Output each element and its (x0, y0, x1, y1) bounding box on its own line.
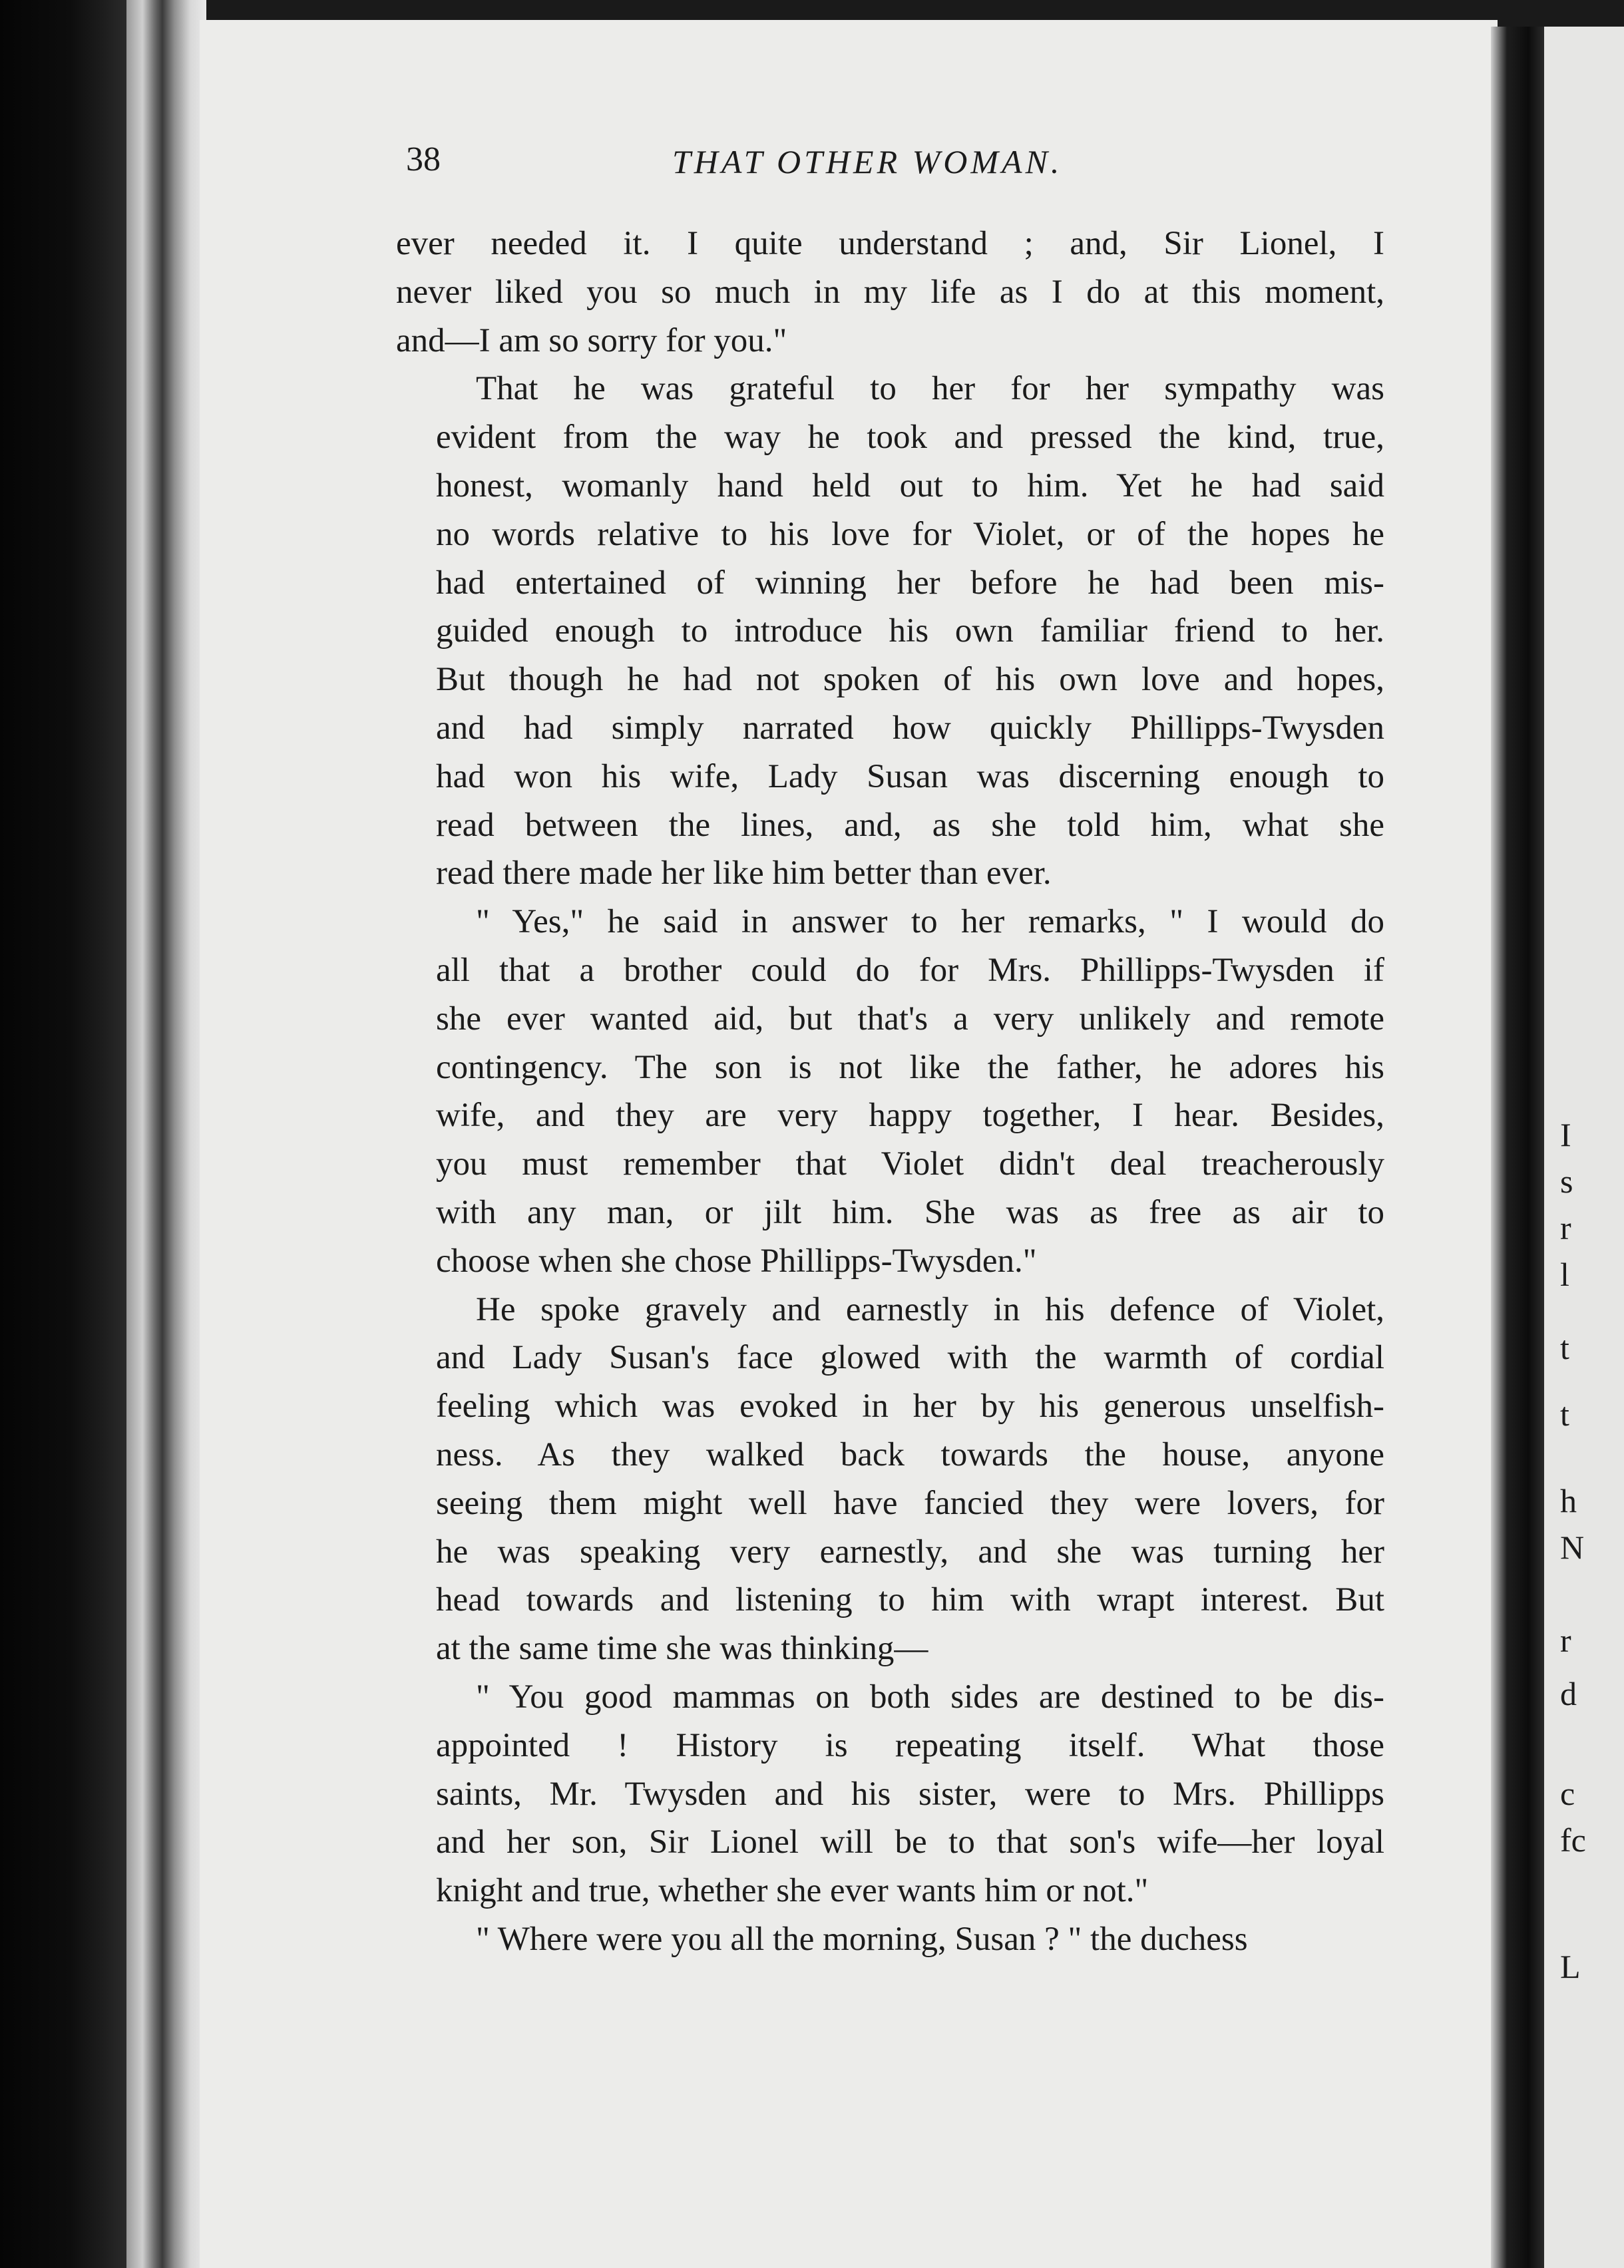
text-line: appointed ! History is repeating itself. What those (436, 1726, 1384, 1764)
text-line: ness. As they walked back towards the house, anyone (436, 1435, 1384, 1473)
next-page-fragment: l (1560, 1256, 1569, 1293)
text-line: wife, and they are very happy together, I hear. Besides, (436, 1097, 1384, 1135)
next-page-fragment: fc (1560, 1821, 1586, 1859)
next-page-fragment: N (1560, 1529, 1585, 1566)
text-line: and Lady Susan's face glowed with the warmth of cordial (436, 1339, 1384, 1377)
text-line: head towards and listening to him with wrapt interest. But (436, 1581, 1384, 1619)
next-page-fragment: L (1560, 1948, 1581, 1985)
next-page-fragment: r (1560, 1209, 1571, 1246)
paragraph (396, 1673, 1384, 1915)
text-line: she ever wanted aid, but that's a very unlikely and remote (436, 1000, 1384, 1038)
text-line: and—I am so sorry for you." (396, 321, 787, 359)
text-line: he was speaking very earnestly, and she was turning her (436, 1533, 1384, 1571)
text-line: feeling which was evoked in her by his generous unselfish- (436, 1388, 1384, 1425)
text-line: had won his wife, Lady Susan was discerning enough to (436, 757, 1384, 795)
next-page-edge (1544, 27, 1624, 2268)
text-line: knight and true, whether she ever wants him or not." (436, 1872, 1149, 1910)
page-number: 38 (406, 140, 441, 178)
text-line: guided enough to introduce his own familiar friend to her. (436, 612, 1384, 650)
text-line: evident from the way he took and pressed the kind, true, (436, 419, 1384, 457)
text-line: But though he had not spoken of his own love and hopes, (436, 661, 1384, 699)
paragraph (396, 1286, 1384, 1673)
text-line: and her son, Sir Lionel will be to that son's wife—her loyal (436, 1823, 1384, 1861)
next-page-fragment: r (1560, 1622, 1571, 1659)
text-line: no words relative to his love for Violet, or of the hopes he (436, 515, 1384, 553)
text-line: contingency. The son is not like the father, he adores his (436, 1048, 1384, 1086)
scan-left-margin (0, 0, 126, 2268)
next-page-fragment: t (1560, 1396, 1569, 1433)
next-page-fragment: h (1560, 1482, 1577, 1519)
paragraph (396, 1915, 1384, 1964)
text-line: all that a brother could do for Mrs. Phillipps-Twysden if (436, 951, 1384, 989)
next-page-fragment: t (1560, 1329, 1569, 1366)
next-page-fragment: d (1560, 1675, 1577, 1712)
paragraph (396, 898, 1384, 1285)
text-line: " You good mammas on both sides are destined to be dis- (476, 1678, 1384, 1716)
page-header (406, 140, 1384, 193)
book-spine-edge (126, 0, 206, 2268)
text-line: ever needed it. I quite understand ; and, Sir Lionel, I (396, 225, 1384, 262)
paragraph (396, 220, 1384, 365)
body-text (396, 220, 1384, 1964)
text-line: He spoke gravely and earnestly in his defence of Violet, (476, 1290, 1384, 1328)
text-line: " Where were you all the morning, Susan ? " the duchess (476, 1920, 1248, 1958)
text-line: with any man, or jilt him. She was as free as air to (436, 1193, 1384, 1231)
text-line: at the same time she was thinking— (436, 1630, 928, 1668)
text-line: choose when she chose Phillipps-Twysden." (436, 1242, 1037, 1280)
text-line: read there made her like him better than ever. (436, 854, 1052, 892)
running-title: THAT OTHER WOMAN. (672, 143, 1063, 180)
text-line: That he was grateful to her for her sympathy was (476, 370, 1384, 408)
next-page-fragment: I (1560, 1116, 1571, 1153)
text-line: seeing them might well have fancied they were lovers, for (436, 1484, 1384, 1522)
text-line: you must remember that Violet didn't deal treacherously (436, 1145, 1384, 1183)
next-page-fragment: c (1560, 1775, 1575, 1812)
book-gutter-shadow (1491, 27, 1544, 2268)
text-line: had entertained of winning her before he had been mis- (436, 564, 1384, 602)
text-line: never liked you so much in my life as I do at this moment, (396, 273, 1384, 311)
paragraph (396, 365, 1384, 898)
text-line: " Yes," he said in answer to her remarks, " I would do (476, 903, 1384, 941)
text-line: honest, womanly hand held out to him. Yet he had said (436, 467, 1384, 504)
next-page-fragment: s (1560, 1163, 1573, 1200)
text-line: saints, Mr. Twysden and his sister, were to Mrs. Phillipps (436, 1775, 1384, 1813)
text-line: and had simply narrated how quickly Phillipps-Twysden (436, 709, 1384, 747)
text-line: read between the lines, and, as she told him, what she (436, 806, 1384, 844)
